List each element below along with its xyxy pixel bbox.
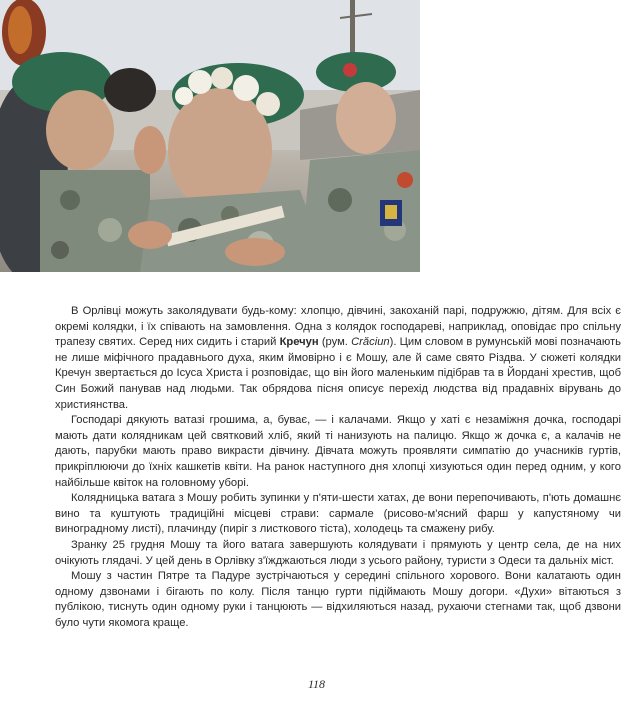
text-run: В Орлівці можуть заколядувати будь-кому: хлопцю, дівчині, закоханій парі, подружжю, дітям. Для всіх є окремі колядки, і їх співають на замовлення. Одна з колядок господареві, наприклад, оповідає про спільну трапезу святих. Серед них сидить і старий: [55, 305, 621, 349]
text-run: Зранку 25 грудня Мошу та його ватага завершують колядувати і прямують у центр села, де на них очікують глядачі. У цей день в Орлівку з'їжджаються люди з усього району, туристи з Одеси та дальніх міст.: [55, 538, 621, 567]
romanian-term: Crăciun: [351, 336, 390, 349]
paragraph: [55, 304, 621, 413]
text-run: (рум.: [318, 336, 352, 349]
paragraph: [55, 413, 621, 491]
text-run: Господарі дякують ватазі грошима, а, буває, — і калачами. Якщо у хаті є незаміжня дочка, господарі мають дати колядникам цей святковий хліб, який ті нанизують на палицю. Якщо ж дочка є, а калачів не дають, парубки мають право викрасти дівчину. Дівчата можуть проявляти симпатію до учасників гуртів, прикріплюючи до їхніх кашкетів квіти. На ранок наступного дня хлопці хизуються один перед одним, у кого найбільше квіток на головному уборі.: [55, 414, 621, 489]
paragraph: [55, 491, 621, 538]
body-text: [55, 304, 621, 631]
text-run: Колядницька ватага з Мошу робить зупинки у п'яти-шести хатах, де вони перепочивають, п'ють домашнє вино та куштують традиційні місцеві страви: сармале (рисово-м'ясний фарш у капустяному чи виноградному листі), плачинду (пиріг з листкового тіста), холодець та смажену рибу.: [55, 492, 621, 536]
term-kreчun: Кречун: [279, 336, 319, 349]
paragraph: [55, 538, 621, 569]
page-number: 118: [307, 677, 326, 691]
paragraph: [55, 569, 621, 631]
text-run: ). Цим словом в румунській мові позначають не лише міфічного прадавнього духа, яким ймовірно і є Мошу, але й саме свято Різдва. У сюжеті колядки Кречун звертається до Ісуса Христа і розповідає, що він його маленьким підібрав та в Йордані хрестив, щоб Син Божий панував над людьми. Так обрядова пісня описує перехід людства від прадавніх вірувань до християнства.: [55, 336, 621, 411]
text-run: Мошу з частин Пятре та Падуре зустрічаються у середині спільного хорового. Вони калатають один одному дзвонами і бігають по колу. Після танцю гурти підіймають Мошу догори. «Духи» вітаються з публікою, тиснуть один одному руки і танцюють — відхиляються назад, рухаючи стегнами так, щоб дзвони було чути якомога краще.: [55, 570, 621, 629]
photo: [0, 0, 420, 272]
photo-illustration: [0, 0, 420, 272]
